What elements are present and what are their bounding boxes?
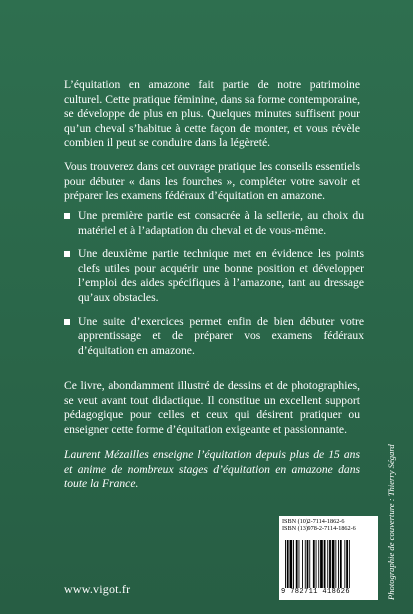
isbn-barcode — [279, 516, 378, 600]
contents-list — [64, 209, 364, 367]
isbn-10-value: 2-7114-1862-6 — [307, 518, 345, 525]
isbn-13-label: ISBN (13) — [282, 525, 308, 532]
isbn-10 — [282, 518, 344, 525]
book-description: Ce livre, abondamment illustré de dessins et de photographies, se veut avant tout didactique. Il constitue un excellent support pédagogique pour celles et ceux qui désirent pratiquer ou enseigner cette forme d’équitation exigeante et passionnante. — [64, 379, 360, 436]
isbn-13-value: 978-2-7114-1862-6 — [307, 525, 356, 532]
isbn-13 — [282, 525, 356, 532]
list-item: Une deuxième partie technique met en évidence les points clefs utiles pour acquérir une bonne position et développer l’emploi des aides spécifiques à l’amazone, tant au dressage qu’aux obstacles. — [64, 247, 364, 305]
list-item: Une première partie est consacrée à la sellerie, au choix du matériel et à l’adaptation du cheval et de vous-même. — [64, 209, 364, 238]
barcode-icon — [285, 540, 372, 588]
publisher-website: www.vigot.fr — [64, 582, 131, 596]
isbn-10-label: ISBN (10) — [282, 518, 308, 525]
list-item: Une suite d’exercices permet enfin de bien débuter votre apprentissage et de préparer vos examens fédéraux d’équitation en amazone. — [64, 315, 364, 359]
intro-paragraph: L’équitation en amazone fait partie de notre patrimoine culturel. Cette pratique féminine, dans sa forme contemporaine, se développe de plus en plus. Quelques minutes suffisent pour qu’un cheval s’habitue à cette façon de monter, et vous révèle combien il peut se conduire dans la légèreté. — [64, 78, 360, 150]
photo-credit: Photographie de couverture : Thierry Ségard — [386, 444, 396, 600]
barcode-digits: 9 782711 418626 — [281, 588, 351, 596]
author-bio: Laurent Mézailles enseigne l’équitation depuis plus de 15 ans et anime de nombreux stages d’équitation en amazone dans toute la France. — [64, 448, 360, 491]
guide-paragraph: Vous trouverez dans cet ouvrage pratique les conseils essentiels pour débuter « dans les fourches », compléter votre savoir et préparer les examens fédéraux d’équitation en amazone. — [64, 160, 360, 203]
